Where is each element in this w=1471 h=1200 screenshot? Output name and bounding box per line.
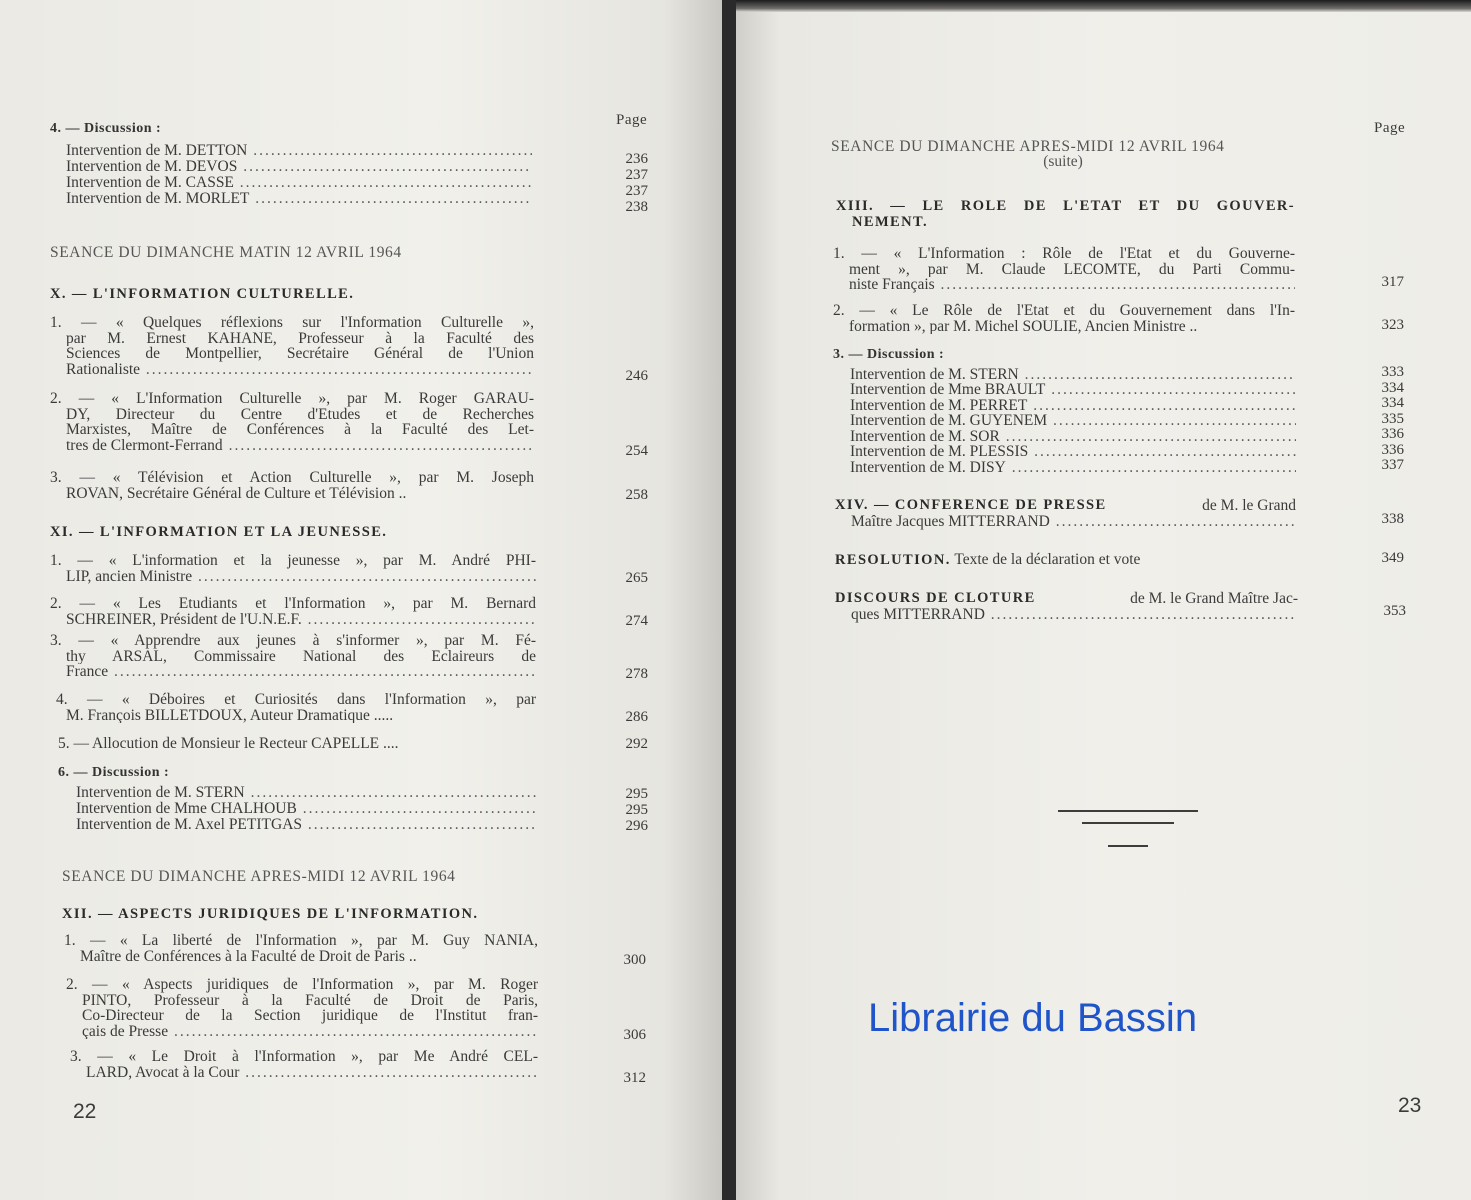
toc-entry — [56, 692, 536, 723]
entry-line: Maître de Conférences à la Faculté de Droit de Paris .. — [80, 948, 417, 964]
entry-line: 3. — « Le Droit à l'Information », par Me André CEL- — [70, 1049, 538, 1065]
toc-page-number: 335 — [1381, 411, 1404, 427]
toc-entry — [50, 391, 534, 453]
toc-entry — [50, 633, 536, 680]
toc-intervention: Intervention de M. PERRET ..... — [850, 398, 1296, 414]
watermark-text: Librairie du Bassin — [868, 996, 1198, 1040]
toc-page-number: 238 — [625, 199, 648, 215]
toc-page-number: 296 — [625, 818, 648, 834]
section-title: XI. — L'INFORMATION ET LA JEUNESSE. — [50, 524, 388, 540]
toc-intervention: Intervention de Mme BRAULT ..... — [850, 382, 1296, 398]
entry-line: niste Français ..... — [833, 277, 1295, 293]
entry-line: par M. Ernest KAHANE, Professeur à la Faculté des — [66, 330, 534, 346]
toc-page-number: 323 — [1381, 317, 1404, 333]
toc-page-number: 333 — [1381, 364, 1404, 380]
toc-page-number: 306 — [623, 1027, 646, 1043]
session-heading: SEANCE DU DIMANCHE MATIN 12 AVRIL 1964 — [50, 244, 402, 261]
entry-line: Maître Jacques MITTERRAND ..... — [851, 514, 1296, 530]
toc-page-number: 317 — [1381, 274, 1404, 290]
toc-entry — [835, 590, 1298, 608]
toc-entry — [835, 497, 1296, 515]
toc-page-number: 338 — [1381, 511, 1404, 527]
right-page — [736, 0, 1471, 1200]
toc-entry — [50, 315, 534, 377]
page-column-header: Page — [616, 112, 648, 128]
toc-page-number: 246 — [625, 368, 648, 384]
entry-line: SCHREINER, Président de l'U.N.E.F. ..... — [50, 612, 536, 628]
entry-line: Co-Directeur de la Section juridique de l'Institut fran- — [82, 1008, 538, 1024]
session-subheading: (suite) — [1043, 153, 1083, 170]
toc-intervention: Intervention de M. STERN ..... — [76, 785, 536, 801]
toc-intervention: Intervention de M. SOR ..... — [850, 429, 1296, 445]
entry-line: ques MITTERRAND ..... — [851, 607, 1297, 623]
entry-line: de M. le Grand Maître Jac- — [1130, 590, 1298, 607]
section-title: RESOLUTION. — [835, 552, 951, 568]
entry-line: thy ARSAL, Commissaire National des Eclaireurs de — [66, 648, 536, 664]
ornament-rule — [1058, 810, 1198, 812]
toc-intervention: Intervention de M. DISY ..... — [850, 460, 1296, 476]
entry-line: LARD, Avocat à la Cour ..... — [70, 1065, 538, 1081]
entry-line: formation », par M. Michel SOULIE, Ancien Ministre .. — [849, 318, 1198, 334]
entry-line: 2. — « Aspects juridiques de l'Information », par M. Roger — [66, 977, 538, 993]
entry-line: LIP, ancien Ministre ..... — [50, 569, 536, 585]
toc-page-number: 295 — [625, 802, 648, 818]
toc-page-number: 286 — [625, 709, 648, 725]
session-heading: SEANCE DU DIMANCHE APRES-MIDI 12 AVRIL 1964 — [62, 868, 456, 885]
discussion-heading: 3. — Discussion : — [833, 347, 945, 362]
toc-intervention: Intervention de M. PLESSIS ..... — [850, 444, 1296, 460]
page-folio: 23 — [1398, 1094, 1422, 1117]
toc-page-number: 274 — [625, 613, 648, 629]
entry-line: çais de Presse ..... — [66, 1024, 538, 1040]
toc-entry — [50, 553, 536, 584]
entry-line: PINTO, Professeur à la Faculté de Droit de Paris, — [82, 992, 538, 1008]
toc-entry — [50, 596, 536, 627]
entry-line: Texte de la déclaration et vote — [954, 551, 1141, 568]
toc-entry — [833, 246, 1295, 293]
toc-page-number: 236 — [625, 151, 648, 167]
entry-line: 1. — « La liberté de l'Information », par M. Guy NANIA, — [64, 933, 538, 949]
discussion-heading: 6. — Discussion : — [58, 765, 170, 780]
page-folio: 22 — [73, 1100, 97, 1123]
entry-line: Marxistes, Maître de Conférences à la Faculté des Let- — [66, 422, 534, 438]
entry-line: 2. — « L'Information Culturelle », par M. Roger GARAU- — [50, 391, 534, 407]
toc-page-number: 336 — [1381, 442, 1404, 458]
toc-page-number: 265 — [625, 570, 648, 586]
left-page — [0, 0, 722, 1200]
toc-page-number: 336 — [1381, 426, 1404, 442]
entry-line: 1. — « Quelques réflexions sur l'Information Culturelle », — [50, 315, 534, 331]
toc-intervention: Intervention de M. MORLET ..... — [66, 191, 532, 207]
section-title-continued: NEMENT. — [852, 214, 928, 230]
entry-line: 2. — « Les Etudiants et l'Information », par M. Bernard — [50, 596, 536, 612]
entry-line: 5. — Allocution de Monsieur le Recteur CAPELLE .... — [58, 736, 399, 752]
toc-entry — [64, 933, 538, 964]
toc-entry — [58, 736, 538, 752]
toc-intervention: Intervention de M. GUYENEM ..... — [850, 413, 1296, 429]
toc-intervention: Intervention de M. STERN ..... — [850, 367, 1296, 383]
section-title: X. — L'INFORMATION CULTURELLE. — [50, 286, 355, 302]
entry-line: Rationaliste ..... — [50, 362, 534, 378]
entry-line: tres de Clermont-Ferrand ..... — [50, 438, 534, 454]
toc-intervention: Intervention de Mme CHALHOUB ..... — [76, 801, 536, 817]
toc-entry — [70, 1049, 538, 1080]
entry-line: 3. — « Apprendre aux jeunes à s'informer », par M. Fé- — [50, 633, 536, 649]
toc-intervention: Intervention de M. Axel PETITGAS ..... — [76, 817, 536, 833]
entry-line: 2. — « Le Rôle de l'Etat et du Gouvernement dans l'In- — [833, 303, 1295, 319]
entry-line: ROVAN, Secrétaire Général de Culture et Télévision .. — [66, 485, 407, 501]
toc-page-number: 312 — [623, 1070, 646, 1086]
toc-page-number: 254 — [625, 443, 648, 459]
entry-line: ment », par M. Claude LECOMTE, du Parti Commu- — [849, 261, 1295, 277]
toc-entry — [835, 551, 1296, 569]
entry-line: France ..... — [50, 664, 536, 680]
entry-line: 1. — « L'information et la jeunesse », par M. André PHI- — [50, 553, 536, 569]
toc-page-number: 258 — [625, 487, 648, 503]
toc-entry — [66, 977, 538, 1039]
section-title: XIV. — CONFERENCE DE PRESSE — [835, 497, 1107, 513]
toc-page-number: 300 — [623, 952, 646, 968]
toc-intervention: Intervention de M. CASSE ..... — [66, 175, 532, 191]
toc-page-number: 353 — [1383, 603, 1406, 619]
toc-page-number: 334 — [1381, 380, 1404, 396]
entry-line: DY, Directeur du Centre d'Etudes et de Recherches — [66, 406, 534, 422]
toc-intervention: Intervention de M. DETTON ..... — [66, 143, 532, 159]
section-title: XIII. — LE ROLE DE L'ETAT ET DU GOUVER- — [836, 198, 1295, 214]
entry-line: 1. — « L'Information : Rôle de l'Etat et du Gouverne- — [833, 246, 1295, 262]
toc-entry — [833, 303, 1295, 334]
page-column-header: Page — [1374, 120, 1406, 136]
section-title: XII. — ASPECTS JURIDIQUES DE L'INFORMATION. — [62, 906, 479, 922]
toc-page-number: 237 — [625, 183, 648, 199]
section-title: DISCOURS DE CLOTURE — [835, 590, 1036, 606]
toc-page-number: 337 — [1381, 457, 1404, 473]
entry-line: 4. — « Déboires et Curiosités dans l'Information », par — [56, 692, 536, 708]
ornament-rule — [1108, 845, 1148, 847]
toc-page-number: 292 — [625, 736, 648, 752]
entry-line: M. François BILLETDOUX, Auteur Dramatique ..... — [66, 707, 394, 723]
toc-page-number: 278 — [625, 666, 648, 682]
entry-line: 3. — « Télévision et Action Culturelle », par M. Joseph — [50, 470, 534, 486]
toc-entry — [50, 470, 534, 501]
toc-intervention: Intervention de M. DEVOS ..... — [66, 159, 532, 175]
discussion-heading: 4. — Discussion : — [50, 121, 162, 136]
ornament-rule — [1082, 822, 1174, 824]
toc-page-number: 334 — [1381, 395, 1404, 411]
toc-page-number: 349 — [1381, 550, 1404, 566]
entry-line: Sciences de Montpellier, Secrétaire Général de l'Union — [66, 346, 534, 362]
session-heading: SEANCE DU DIMANCHE APRES-MIDI 12 AVRIL 1964 — [831, 138, 1225, 155]
toc-page-number: 237 — [625, 167, 648, 183]
entry-line: de M. le Grand — [1202, 497, 1296, 514]
toc-page-number: 295 — [625, 786, 648, 802]
